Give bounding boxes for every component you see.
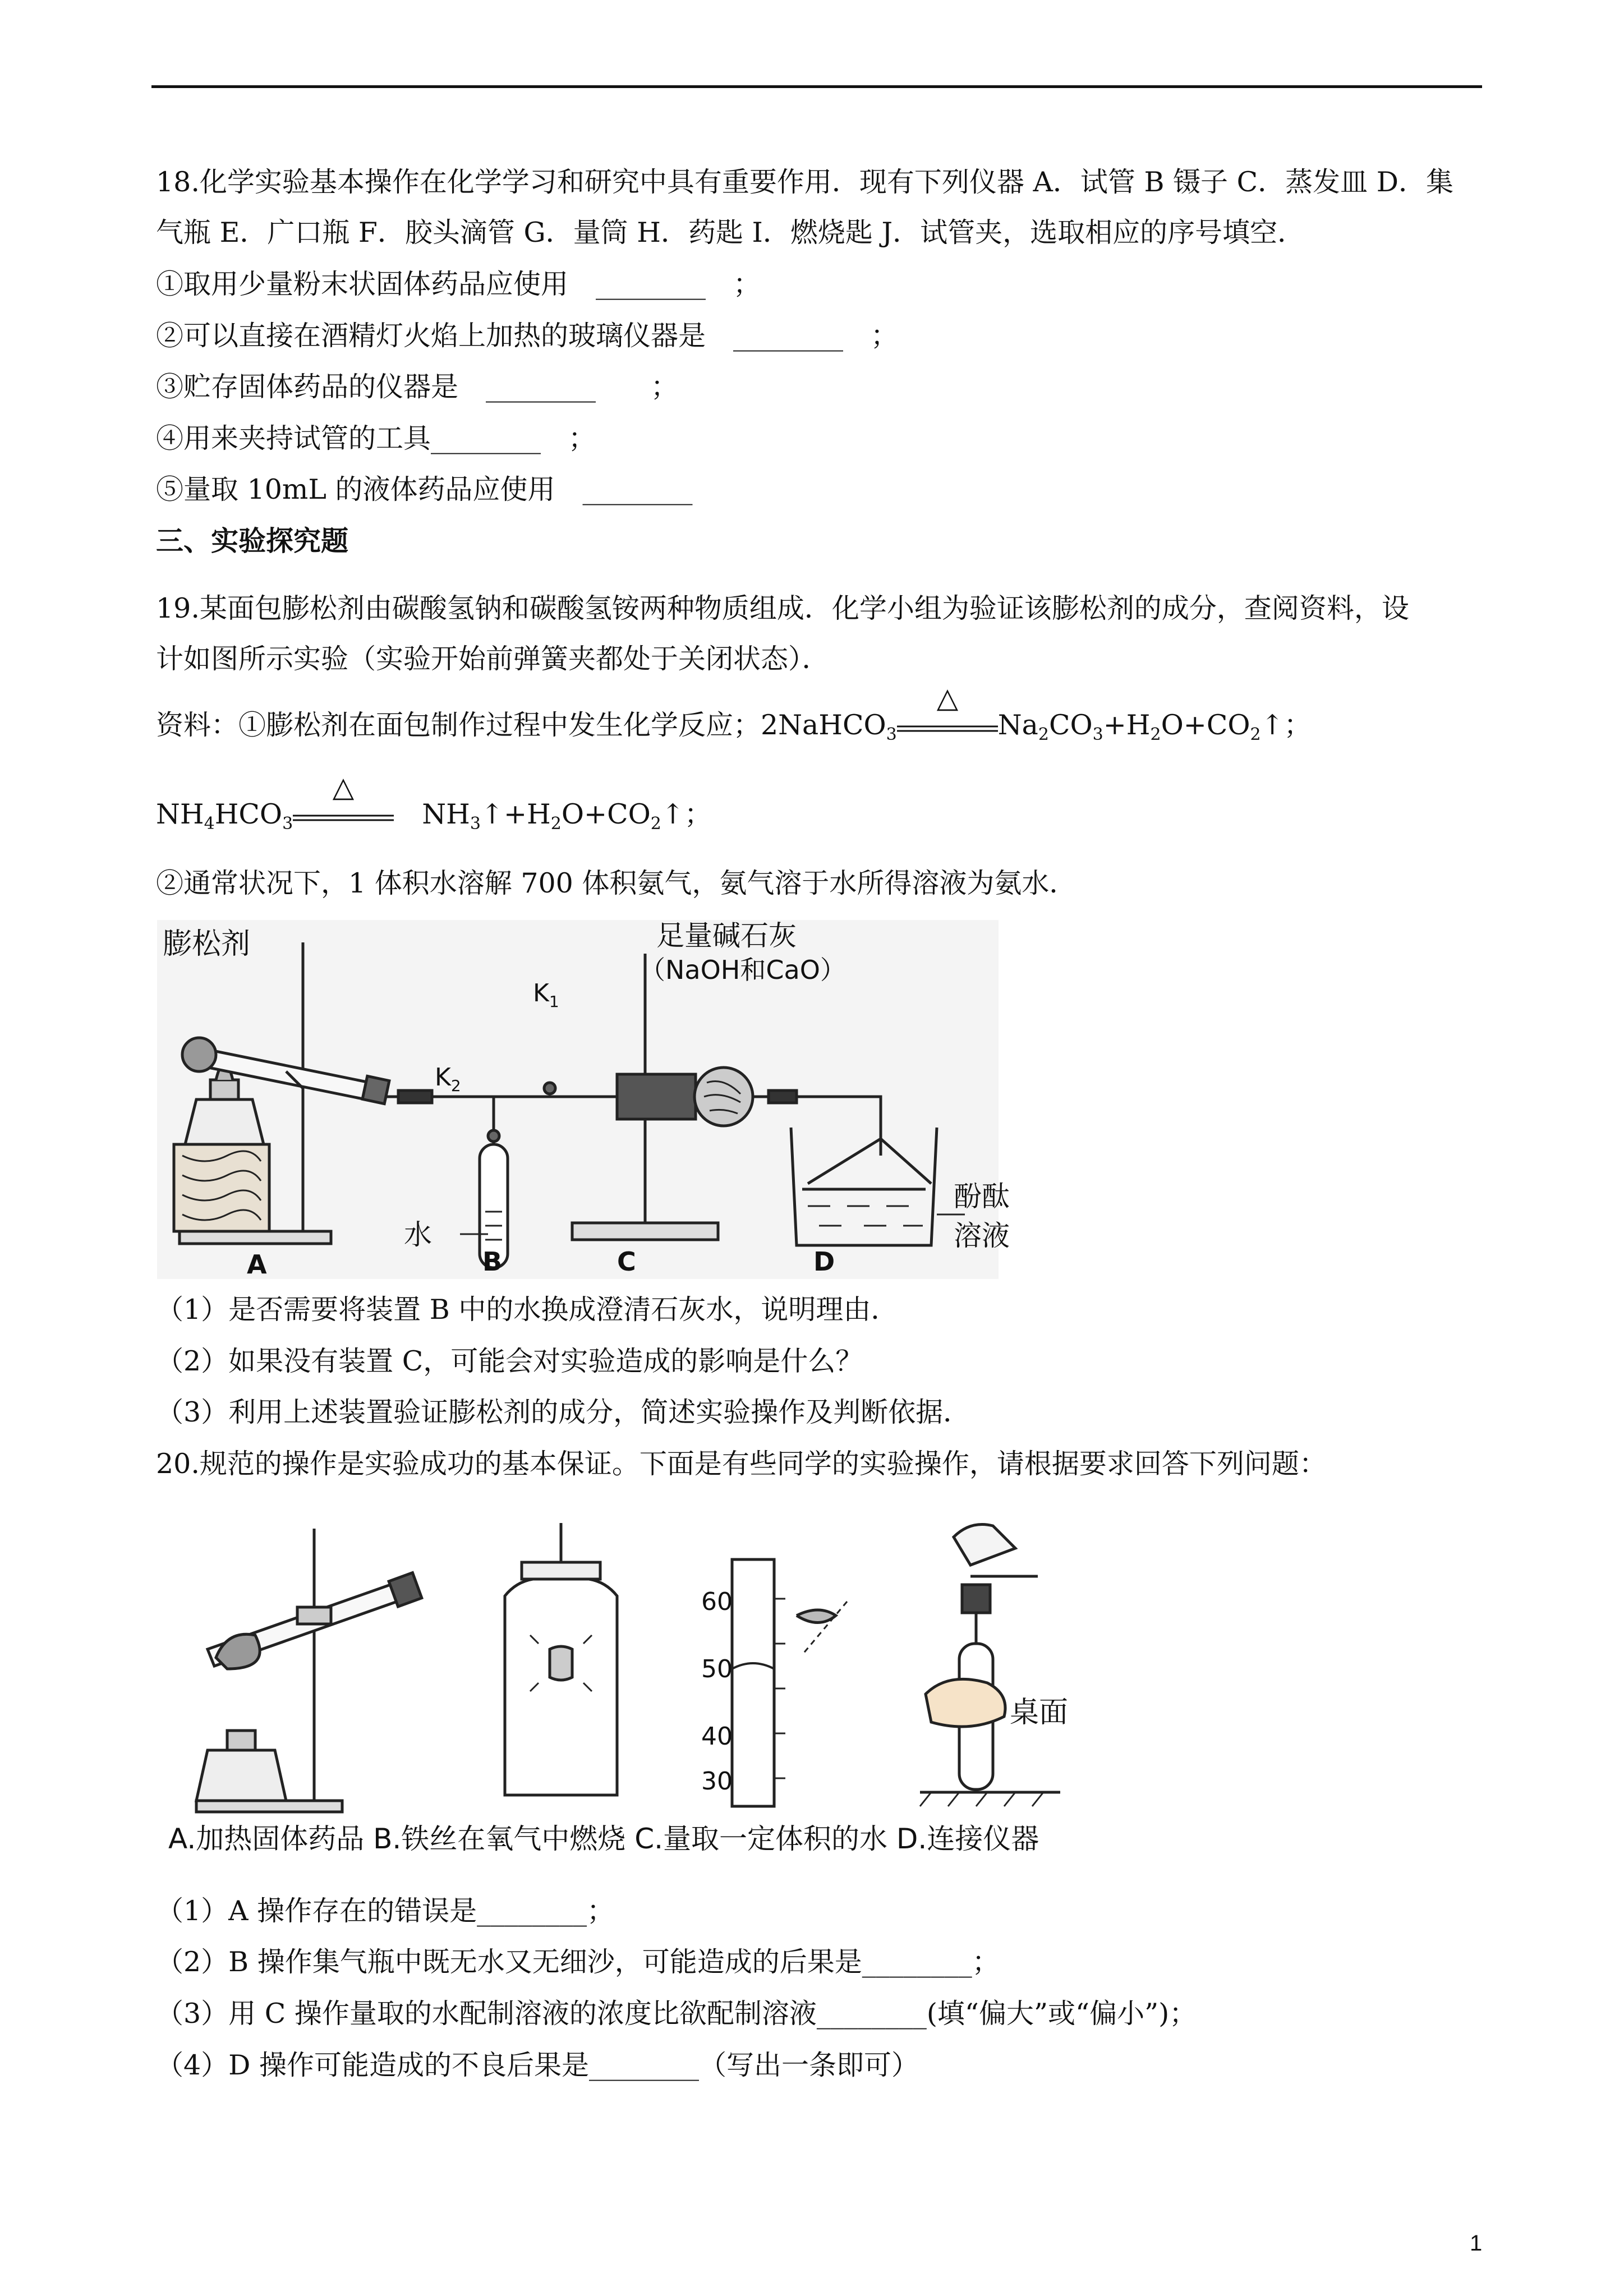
- label-water: 水: [404, 1218, 432, 1251]
- figure-a-heating: [196, 1529, 422, 1812]
- q19-question-2: （2）如果没有装置 C，可能会对实验造成的影响是什么？: [156, 1345, 863, 1377]
- scale-30: 30: [701, 1767, 733, 1796]
- label-k1: $K_1$: [533, 979, 559, 1011]
- scale-50: 50: [701, 1655, 733, 1683]
- label-d: D: [813, 1246, 835, 1277]
- heat-symbol: △: [936, 681, 958, 714]
- q19-reference-equation-2: $NH_4HCO_3$ △ $NH_3↑+H_2O+CO_2↑$；: [156, 770, 712, 834]
- label-c: C: [617, 1246, 636, 1277]
- heat-arrow: [897, 681, 998, 744]
- heat-symbol: △: [332, 770, 355, 803]
- q18-item-4: ④用来夹持试管的工具________ ；: [156, 422, 596, 454]
- heat-arrow: [293, 770, 394, 834]
- q19-question-3: （3）利用上述装置验证膨松剂的成分，简述实验操作及判断依据．: [156, 1396, 971, 1428]
- q20-question-4: （4）D 操作可能造成的不良后果是________（写出一条即可）: [156, 2049, 919, 2081]
- label-phenol-1: 酚酞: [954, 1180, 1010, 1213]
- label-agent: 膨松剂: [163, 927, 251, 961]
- label-lime-2: （NaOH和CaO）: [640, 955, 846, 985]
- q18-item-5: ⑤量取 10mL 的液体药品应使用 ________: [156, 473, 693, 505]
- label-k2: $K_2$: [435, 1063, 461, 1095]
- label-a: A: [247, 1249, 267, 1280]
- q18-item-1: ①取用少量粉末状固体药品应使用 ________ ；: [156, 268, 761, 300]
- header-rule: [151, 85, 1482, 88]
- page-number: 1: [1470, 2231, 1483, 2256]
- q18-line-1: 18.化学实验基本操作在化学学习和研究中具有重要作用．现有下列仪器 A．试管 B 镊子 C．蒸发皿 D．集: [156, 166, 1453, 198]
- q18-item-3: ③贮存固体药品的仪器是 ________ ；: [156, 371, 679, 403]
- q19-reference-2: ②通常状况下，1 体积水溶解 700 体积氨气，氨气溶于水所得溶液为氨水．: [156, 867, 1077, 899]
- label-desk: 桌面: [1010, 1696, 1069, 1729]
- ref-prefix: 资料：①膨松剂在面包制作过程中发生化学反应；2NaHCO: [156, 709, 886, 741]
- q20-question-2: （2）B 操作集气瓶中既无水又无细沙，可能造成的后果是________；: [156, 1946, 1000, 1978]
- figure-d-connecting: [920, 1525, 1060, 1807]
- operations-drawing: [163, 1515, 1128, 1862]
- figure-b-bottle: [505, 1523, 617, 1795]
- q20-operations-figure: [163, 1515, 1128, 1862]
- q20-line-1: 20.规范的操作是实验成功的基本保证。下面是有些同学的实验操作，请根据要求回答下列问题：: [156, 1448, 1327, 1480]
- scale-60: 60: [701, 1588, 733, 1616]
- figure-caption: A.加热固体药品 B.铁丝在氧气中燃烧 C.量取一定体积的水 D.连接仪器: [168, 1823, 1039, 1855]
- q19-line-2: 计如图所示实验（实验开始前弹簧夹都处于关闭状态）．: [156, 643, 830, 675]
- q19-line-1: 19.某面包膨松剂由碳酸氢钠和碳酸氢铵两种物质组成．化学小组为验证该膨松剂的成分，查阅资料，设: [156, 592, 1409, 624]
- figure-c-cylinder: [732, 1559, 847, 1806]
- apparatus-drawing: [157, 919, 1010, 1280]
- q19-reference-equation-1: 资料：①膨松剂在面包制作过程中发生化学反应；2NaHCO$_3$ △ $Na_2CO_3+H_2O+CO_2↑$；: [156, 681, 1312, 744]
- q18-line-2: 气瓶 E．广口瓶 F．胶头滴管 G．量筒 H．药匙 I．燃烧匙 J．试管夹，选取相应的序号填空．: [156, 217, 1305, 249]
- heat-equals-sign: [293, 770, 394, 834]
- q20-question-3: （3）用 C 操作量取的水配制溶液的浓度比欲配制溶液________(填“偏大”或“偏小”)；: [156, 1998, 1197, 2030]
- section-heading: 三、实验探究题: [156, 525, 349, 557]
- q19-apparatus-figure: [157, 919, 1010, 1280]
- label-lime-1: 足量碱石灰: [656, 919, 797, 952]
- q19-question-1: （1）是否需要将装置 B 中的水换成澄清石灰水，说明理由．: [156, 1294, 899, 1326]
- scale-40: 40: [701, 1722, 733, 1751]
- label-phenol-2: 溶液: [954, 1220, 1010, 1252]
- q18-item-2: ②可以直接在酒精灯火焰上加热的玻璃仪器是 ________ ；: [156, 320, 899, 352]
- label-b: B: [482, 1246, 503, 1277]
- q20-question-1: （1）A 操作存在的错误是________；: [156, 1895, 615, 1927]
- heat-equals-sign: [897, 681, 998, 744]
